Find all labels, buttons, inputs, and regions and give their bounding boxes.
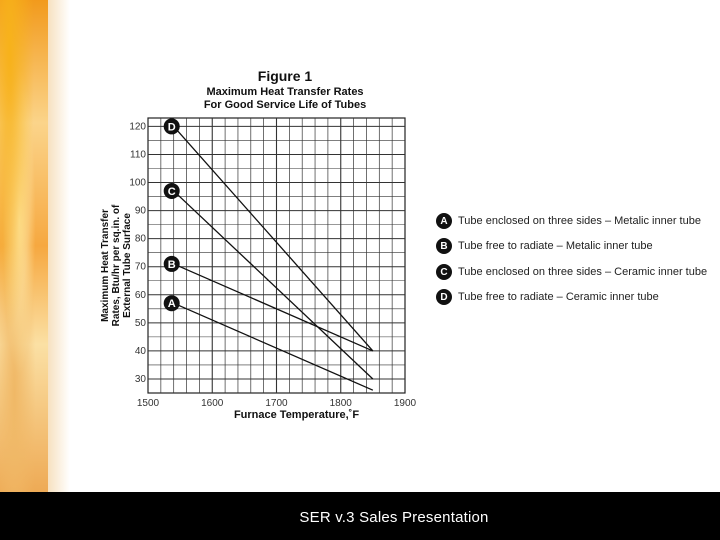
legend-item-d <box>436 288 659 306</box>
x-axis-label: Furnace Temperature,˚F <box>233 409 360 421</box>
x-tick-label: 1700 <box>265 398 288 409</box>
legend-badge-d: D <box>436 289 452 305</box>
y-tick-label: 90 <box>134 205 146 217</box>
series-marker-label-c: C <box>167 185 176 198</box>
y-tick-label: 120 <box>129 121 146 133</box>
x-tick-label: 1800 <box>329 398 352 409</box>
legend-label-a: Tube enclosed on three sides – Metalic inner tube <box>458 215 701 227</box>
y-tick-label: 80 <box>134 233 146 245</box>
y-axis-label-line: External Tube Surface <box>122 213 133 318</box>
y-tick-label: 110 <box>130 149 146 161</box>
legend-label-c: Tube enclosed on three sides – Ceramic inner tube <box>458 266 708 278</box>
legend-label-d: Tube free to radiate – Ceramic inner tube <box>458 291 659 303</box>
figure-label: Figure 1 <box>257 68 313 84</box>
legend-badge-b: B <box>436 238 452 254</box>
slide-footer <box>0 492 720 540</box>
y-axis-label-line: Rates, Btu/hr per sq.in. of <box>111 204 122 327</box>
x-tick-label: 1500 <box>136 398 160 409</box>
x-tick-label: 1600 <box>201 398 224 409</box>
series-marker-label-a: A <box>167 298 176 311</box>
footer-text: SER v.3 Sales Presentation <box>299 509 489 526</box>
y-tick-label: 50 <box>134 317 146 329</box>
y-tick-label: 60 <box>134 289 146 301</box>
y-tick-label: 40 <box>134 345 146 357</box>
legend-label-b: Tube free to radiate – Metalic inner tube <box>458 240 653 252</box>
legend-item-b <box>436 237 653 255</box>
legend-badge-a: A <box>436 213 452 229</box>
legend-item-c <box>436 263 707 281</box>
legend-item-a <box>436 212 701 230</box>
series-marker-label-b: B <box>167 258 176 271</box>
chart-subtitle: For Good Service Life of Tubes <box>203 99 367 111</box>
x-tick-label: 1900 <box>393 398 417 409</box>
legend-badge-c: C <box>436 264 452 280</box>
series-marker-label-d: D <box>167 121 176 134</box>
y-tick-label: 30 <box>134 373 146 385</box>
chart-title: Maximum Heat Transfer Rates <box>206 86 364 98</box>
y-tick-label: 70 <box>134 261 146 273</box>
y-axis-label-line: Maximum Heat Transfer <box>100 209 111 322</box>
y-tick-label: 100 <box>129 177 146 189</box>
